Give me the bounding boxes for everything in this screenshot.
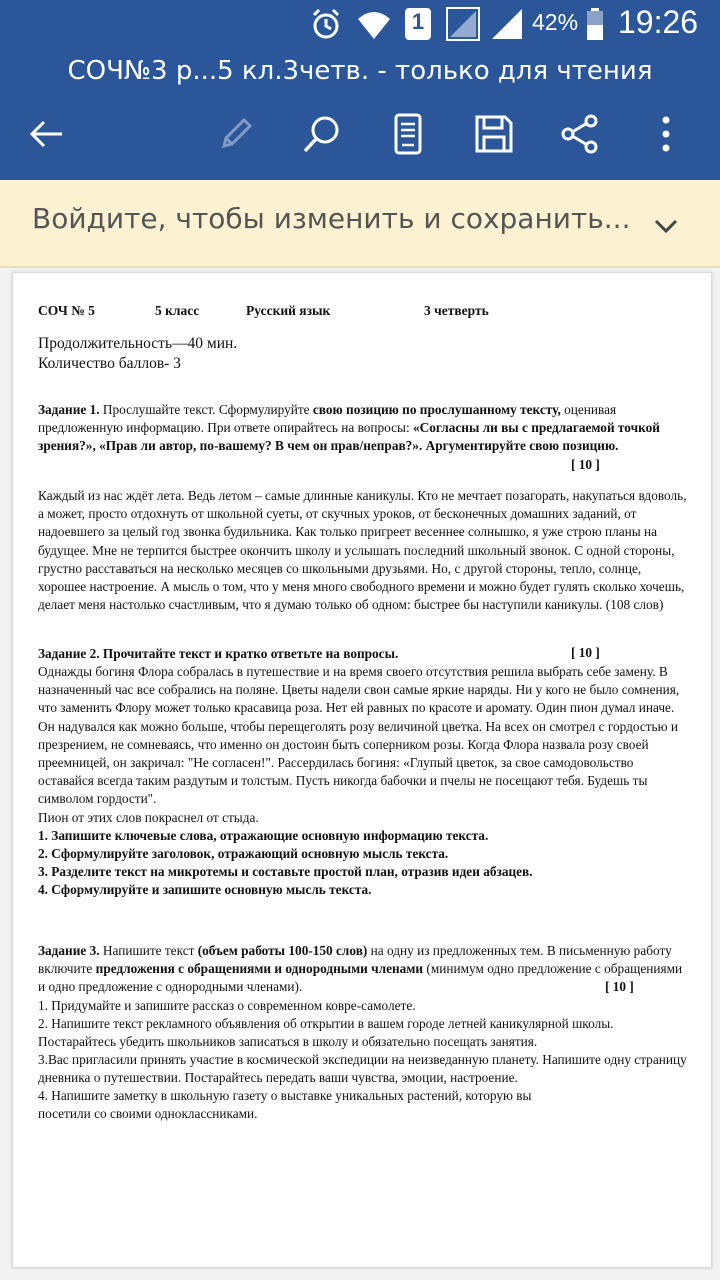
floppy-disk-icon xyxy=(473,113,515,155)
clock: 19:26 xyxy=(618,4,699,40)
save-button[interactable] xyxy=(470,110,518,158)
search-button[interactable] xyxy=(298,110,346,158)
wifi-icon xyxy=(354,6,394,42)
task-1-text-b: свою позицию по прослушанному тексту, xyxy=(312,402,561,417)
battery-icon xyxy=(584,6,606,42)
back-button[interactable] xyxy=(22,110,70,158)
sign-in-banner-text: Войдите, чтобы изменить и сохранить... xyxy=(32,202,631,235)
doc-header-soch: СОЧ № 5 xyxy=(38,303,95,318)
task-3-text-c: на одну из предложенных тем. В письменную работу включите xyxy=(38,943,672,977)
task-3-text-d: предложения с обращениями и однородными членами xyxy=(95,961,424,977)
task-3-topic-2: 2. Напишите текст рекламного объявления об открытии в вашем городе летней каникулярной школы. Постарайтесь убедить школьников записаться в школу и обязательно посещать занятия. xyxy=(38,1016,614,1050)
task-2-text: Однажды богиня Флора собралась в путешествие и на время своего отсутствия решила выбрать себе замену. В назначенный час все собрались на поляне. Цветы надели свои самые яркие наряды. Ни у кого не было сомнения, что заменить Флору может только красавица роза. Нет ей равных по красоте и аромату. Один пион думал иначе. Он надувался как можно больше, чтобы перещеголять розу величиной цветка. На всех он смотрел с гордостью и презрением, не сомневаясь, что именно он достоин быть соперником розы. Когда Флора назвала розу своей преемницей, он закричал: "Не согласен!". Рассердилась богиня: «Глупый цветок, за свое самодовольство оставайся всегда таким раздутым и толстым. Пусть никогда бабочки и пчелы не посещают тебя. Будешь ты символом гордости". xyxy=(38,664,680,807)
task-2-score: [ 10 ] xyxy=(571,645,600,660)
task-1-text-a: Прослушайте текст. Сформулируйте xyxy=(99,402,313,417)
task-3-label: Задание 3. xyxy=(38,943,100,958)
task-2-end-line: Пион от этих слов покраснел от стыда. xyxy=(38,810,259,825)
status-bar xyxy=(0,0,720,48)
doc-header-grade: 5 класс xyxy=(155,303,200,318)
signal-sim1-icon xyxy=(444,6,482,42)
app-toolbar xyxy=(0,48,720,180)
task-3-text-b: (объем работы 100-150 слов) xyxy=(197,943,368,958)
document-title: СОЧ№3 р...5 кл.3четв. - только для чтения xyxy=(67,56,653,86)
more-options-button[interactable] xyxy=(642,110,690,158)
mobile-view-icon xyxy=(388,113,428,155)
battery-percent: 42% xyxy=(532,9,579,35)
signal-sim2-icon xyxy=(488,6,526,42)
task-3-score: [ 10 ] xyxy=(605,979,634,994)
duration-line: Продолжительность—40 мин. xyxy=(38,335,238,352)
expand-banner-button[interactable] xyxy=(648,208,684,244)
task-2-question-1: 1. Запишите ключевые слова, отражающие основную информацию текста. xyxy=(38,828,489,843)
share-icon xyxy=(559,113,601,155)
task-2-question-3: 3. Разделите текст на микротемы и составьте простой план, отразив идеи абзацев. xyxy=(38,864,533,879)
pencil-icon xyxy=(216,114,256,154)
task-1-text-c: оценивая предложенную информацию. При ответе опирайтесь на вопросы: xyxy=(38,402,617,436)
task-1-text: Каждый из нас ждёт лета. Ведь летом – самые длинные каникулы. Кто не мечтает позагорать, накупаться вдоволь, а может, просто отдохнуть от школьной суеты, от скучных уроков, от бесконечных домашних заданий, от надоевшего за целый год звонка будильника. Как только пригреет весеннее солнышко, я уже строю планы на будущее. Мне не терпится быстрее окончить школу и услышать последний школьный звонок. С одной стороны, грустно расставаться на несколько месяцев со школьными друзьями. Но, с другой стороны, тепло, солнце, хорошее настроение. А мысль о том, что у меня много свободного времени и можно будет гулять сколько хочешь, делает меня настолько счастливым, что я думаю только об одном: быстрее бы наступили каникулы. (108 слов) xyxy=(38,488,687,613)
task-3-topic-4: 4. Напишите заметку в школьную газету о выставке уникальных растений, которую вы посетили со своими одноклассниками. xyxy=(38,1088,532,1122)
task-2-heading: Задание 2. Прочитайте текст и кратко ответьте на вопросы. xyxy=(38,646,399,661)
task-3-topic-3: 3.Вас пригласили принять участие в космической экспедиции на неизведанную планету. Напишите одну страницу дневника о путешествии. Постарайтесь передать ваши чувства, эмоции, настроение. xyxy=(38,1052,687,1086)
back-arrow-icon xyxy=(26,114,66,154)
share-button[interactable] xyxy=(556,110,604,158)
doc-header-quarter: 3 четверть xyxy=(424,303,489,318)
points-line: Количество баллов- 3 xyxy=(38,355,181,372)
search-icon xyxy=(301,113,343,155)
task-3-instructions xyxy=(38,942,688,997)
sim-1-label: 1 xyxy=(411,9,425,34)
alarm-icon xyxy=(306,6,346,42)
task-3-topic-1: 1. Придумайте и запишите рассказ о современном ковре-самолете. xyxy=(38,998,416,1013)
task-1-text-d: «Согласны ли вы с предлагаемой точкой зрения?», «Прав ли автор, по-вашему? В чем он прав/неправ?». Аргументируйте свою позицию. xyxy=(38,420,660,454)
task-1-label: Задание 1. xyxy=(38,402,100,417)
document-page[interactable] xyxy=(12,272,712,1268)
doc-header-subject: Русский язык xyxy=(246,303,331,318)
more-vertical-icon xyxy=(656,114,676,154)
task-2-question-2: 2. Сформулируйте заголовок, отражающий основную мысль текста. xyxy=(38,846,449,861)
chevron-down-icon xyxy=(648,208,684,244)
task-3-text-e: (минимум одно предложение с обращениями и одно предложение с однородными членами). xyxy=(38,961,683,995)
task-2-question-4: 4. Сформулируйте и запишите основную мысль текста. xyxy=(38,882,372,897)
task-1-score: [ 10 ] xyxy=(571,457,600,472)
edit-button[interactable] xyxy=(212,110,260,158)
task-1-instructions xyxy=(38,401,688,456)
task-3-text-a: Напишите текст xyxy=(99,943,198,958)
reading-view-button[interactable] xyxy=(384,110,432,158)
sign-in-banner[interactable] xyxy=(0,180,720,268)
